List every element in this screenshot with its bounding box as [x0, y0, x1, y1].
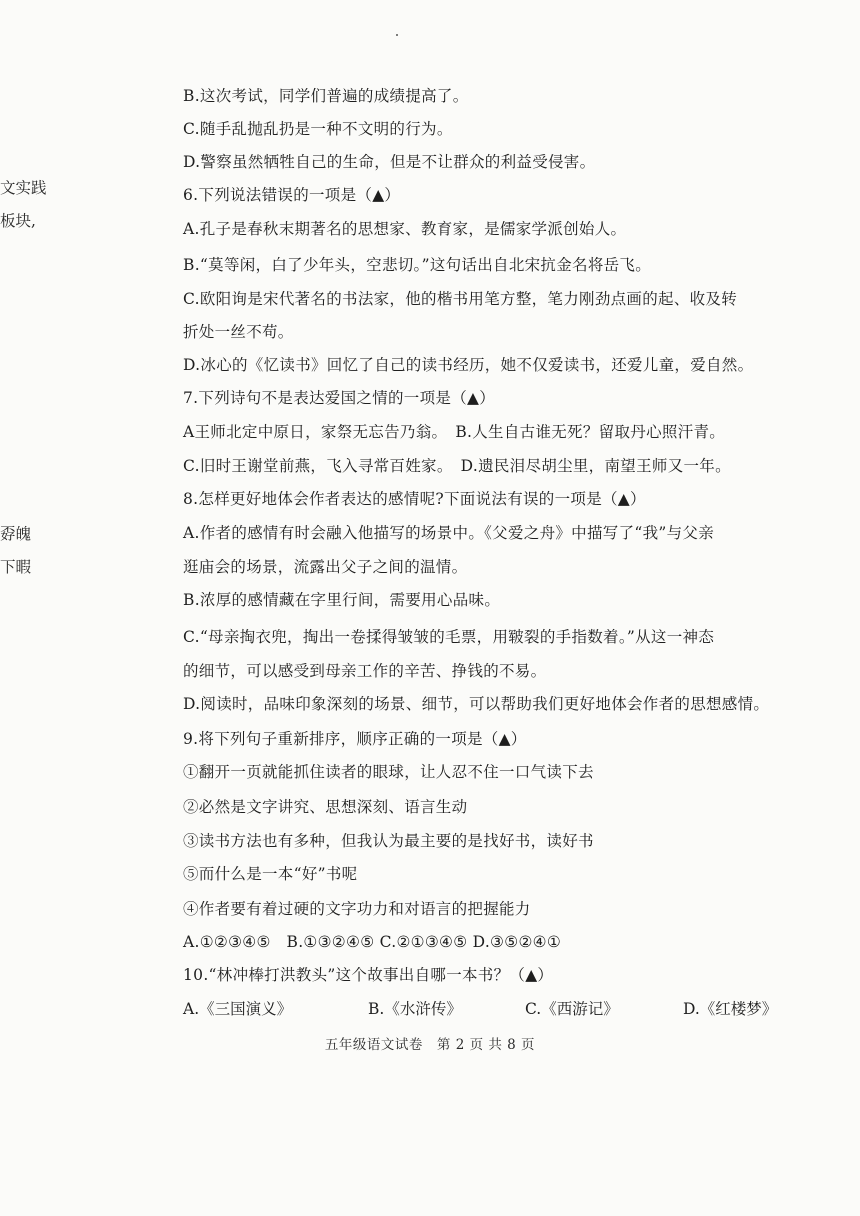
option-line: C.旧时王谢堂前燕，飞入寻常百姓家。 D.遗民泪尽胡尘里，南望王师又一年。 — [183, 457, 731, 475]
option-line: 逛庙会的场景，流露出父子之间的温情。 — [183, 558, 468, 576]
margin-fragment: 文实践 — [0, 179, 47, 197]
option-line: D.冰心的《忆读书》回忆了自己的读书经历，她不仅爱读书，还爱儿童，爱自然。 — [183, 356, 754, 374]
sentence-line: ③读书方法也有多种，但我认为最主要的是找好书，读好书 — [183, 832, 594, 850]
margin-fragment: 孬魄 — [0, 525, 32, 543]
q10-option-b: B.《水浒传》 — [368, 1000, 462, 1018]
option-line: 的细节，可以感受到母亲工作的辛苦、挣钱的不易。 — [183, 662, 547, 680]
q10-option-c: C.《西游记》 — [525, 1000, 619, 1018]
option-line: 折处一丝不苟。 — [183, 323, 294, 341]
option-line: C.“母亲掏衣兜，掏出一卷揉得皱皱的毛票，用皲裂的手指数着。”从这一神态 — [183, 628, 715, 646]
q10-option-d: D.《红楼梦》 — [683, 1000, 778, 1018]
sentence-line: ②必然是文字讲究、思想深刻、语言生动 — [183, 798, 468, 816]
sentence-line: ⑤而什么是一本“好”书呢 — [183, 865, 358, 883]
option-line: B.“莫等闲，白了少年头，空悲切。”这句话出自北宋抗金名将岳飞。 — [183, 256, 652, 274]
option-line: A.①②③④⑤ B.①③②④⑤ C.②①③④⑤ D.③⑤②④① — [183, 933, 562, 951]
option-line: C.欧阳询是宋代著名的书法家，他的楷书用笔方整，笔力刚劲点画的起、收及转 — [183, 290, 738, 308]
question-6: 6.下列说法错误的一项是（▲） — [183, 186, 401, 204]
page-footer: 五年级语文试卷 第 2 页 共 8 页 — [324, 1037, 536, 1053]
sentence-line: ①翻开一页就能抓住读者的眼球，让人忍不住一口气读下去 — [183, 763, 594, 781]
option-line: B.这次考试，同学们普遍的成绩提高了。 — [183, 87, 469, 105]
margin-fragment: 下暇 — [0, 558, 32, 576]
margin-fragment: 板块, — [0, 212, 36, 230]
option-line: D.阅读时，品味印象深刻的场景、细节，可以帮助我们更好地体会作者的思想感情。 — [183, 695, 770, 713]
option-line: C.随手乱抛乱扔是一种不文明的行为。 — [183, 120, 453, 138]
option-line: A王师北定中原日，家祭无忘告乃翁。 B.人生自古谁无死？留取丹心照汗青。 — [183, 423, 726, 441]
question-9: 9.将下列句子重新排序，顺序正确的一项是（▲） — [183, 730, 527, 748]
option-line: A.孔子是春秋末期著名的思想家、教育家，是儒家学派创始人。 — [183, 220, 627, 238]
q10-option-a: A.《三国演义》 — [183, 1000, 293, 1018]
scan-speck — [396, 34, 398, 36]
option-line: B.浓厚的感情藏在字里行间，需要用心品味。 — [183, 591, 501, 609]
option-line: D.警察虽然牺牲自己的生命，但是不让群众的利益受侵害。 — [183, 153, 596, 171]
question-8: 8.怎样更好地体会作者表达的感情呢?下面说法有误的一项是（▲） — [183, 490, 646, 508]
question-10: 10.“林冲棒打洪教头”这个故事出自哪一本书？（▲） — [183, 966, 554, 984]
sentence-line: ④作者要有着过硬的文字功力和对语言的把握能力 — [183, 900, 531, 918]
option-line: A.作者的感情有时会融入他描写的场景中。《父爱之舟》中描写了“我”与父亲 — [183, 524, 715, 542]
question-7: 7.下列诗句不是表达爱国之情的一项是（▲） — [183, 389, 496, 407]
